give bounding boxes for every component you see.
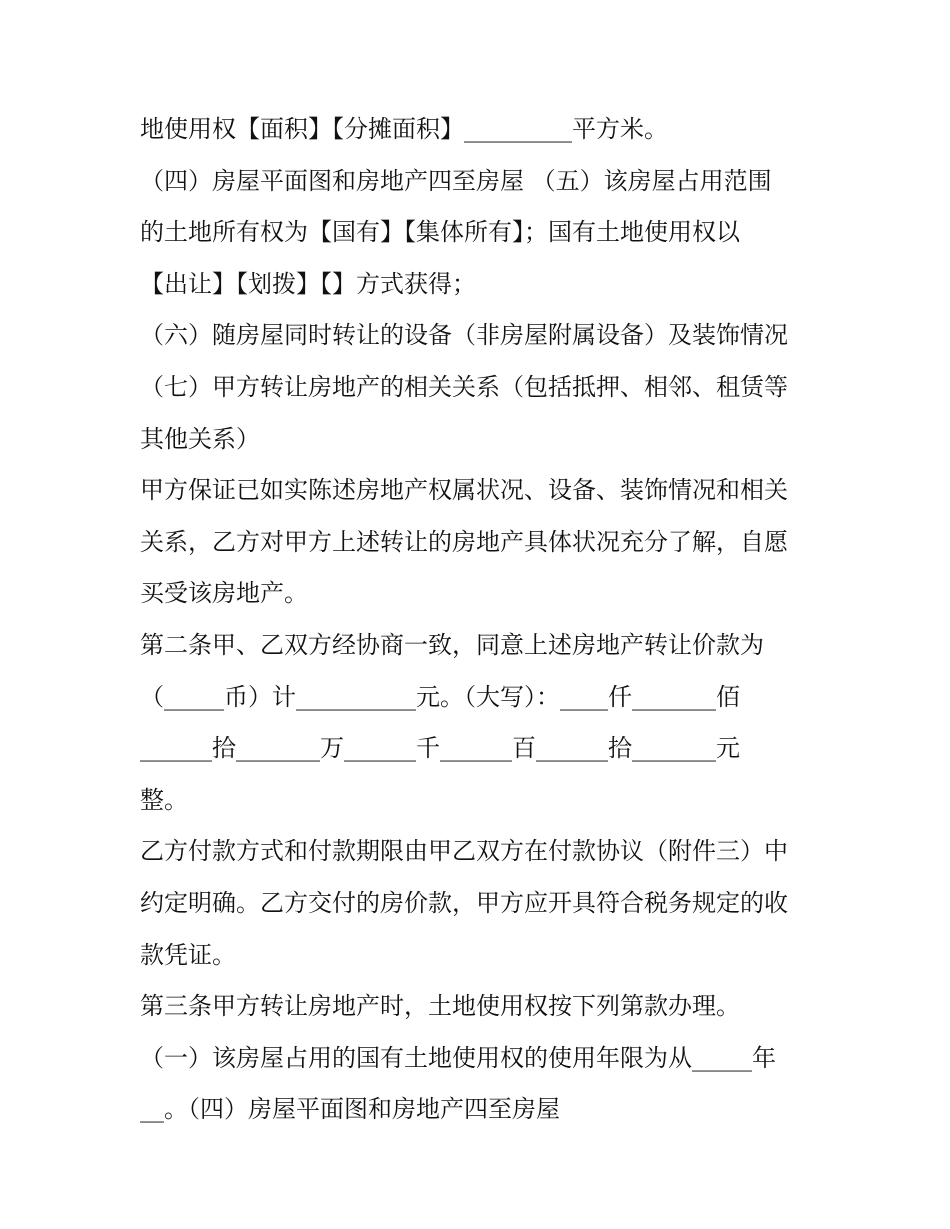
text-line: 甲方保证已如实陈述房地产权属状况、设备、装饰情况和相关 — [140, 476, 788, 505]
text-line: （四）房屋平面图和房地产四至房屋 （五）该房屋占用范围 — [140, 166, 772, 195]
text-line: （一）该房屋占用的国有土地使用权的使用年限为从_____年 — [140, 1043, 776, 1072]
text-line: 第二条甲、乙双方经协商一致，同意上述房地产转让价款为 — [140, 630, 764, 659]
contract-text — [140, 104, 830, 1136]
text-line: 乙方付款方式和付款期限由甲乙双方在付款协议（附件三）中 — [140, 837, 788, 866]
text-line: （_____币）计__________元。（大写）：____仟_______佰 — [140, 682, 740, 711]
text-line: 【出让】【划拨】【】方式获得； — [140, 269, 476, 298]
text-line: 约定明确。乙方交付的房价款，甲方应开具符合税务规定的收 — [140, 888, 788, 917]
text-line: 地使用权【面积】【分摊面积】_________平方米。 — [140, 115, 668, 143]
text-line: 第三条甲方转让房地产时，土地使用权按下列第款办理。 — [140, 992, 740, 1021]
text-line: 款凭证。 — [140, 940, 236, 969]
text-line: 关系，乙方对甲方上述转让的房地产具体状况充分了解，自愿 — [140, 527, 788, 556]
text-line: （七）甲方转让房地产的相关关系（包括抵押、相邻、租赁等 — [140, 372, 788, 401]
text-line: 的土地所有权为【国有】【集体所有】；国有土地使用权以 — [140, 218, 740, 247]
text-line: __。（四）房屋平面图和房地产四至房屋 — [140, 1095, 560, 1124]
text-line: 整。 — [140, 785, 188, 814]
text-line: ______拾_______万______千______百______拾_______元 — [140, 734, 740, 763]
text-line: 其他关系） — [140, 424, 260, 453]
text-line: 买受该房地产。 — [140, 579, 308, 608]
text-line: （六）随房屋同时转让的设备（非房屋附属设备）及装饰情况 — [140, 321, 788, 350]
